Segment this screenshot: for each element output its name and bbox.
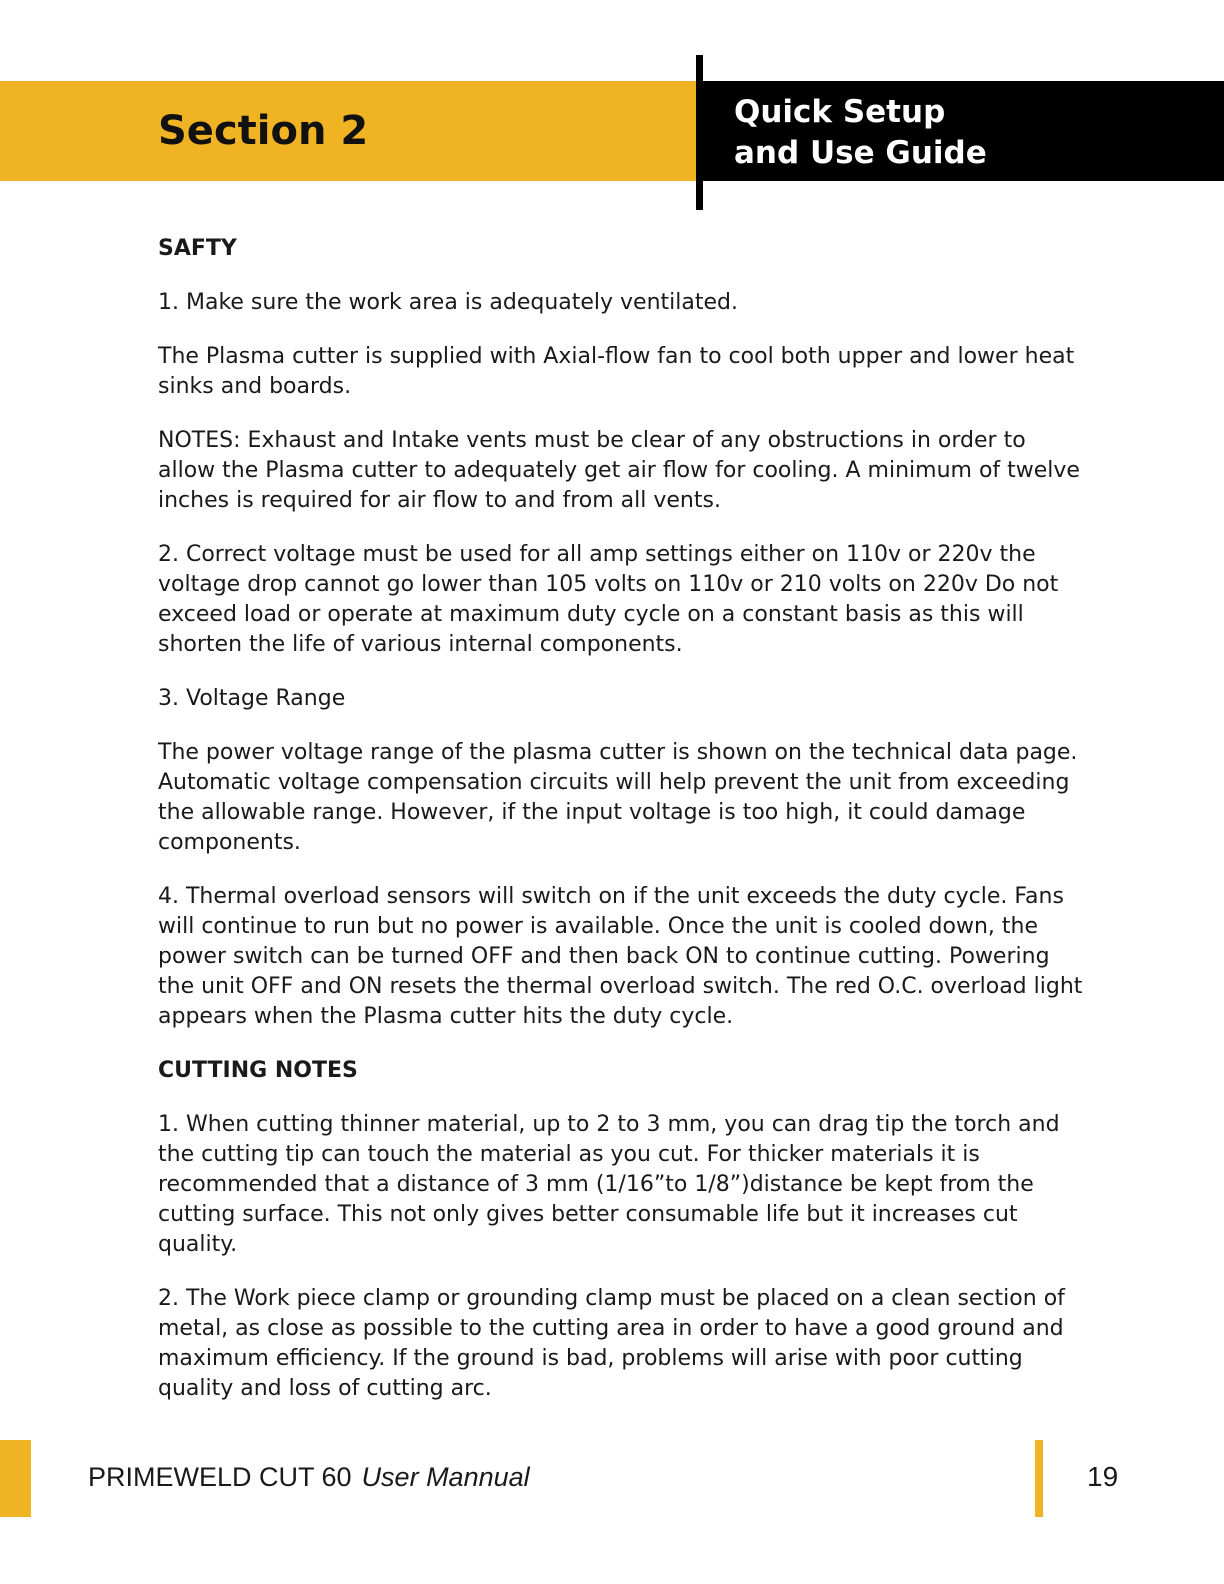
cutting-notes-heading: CUTTING NOTES xyxy=(158,1058,358,1083)
safety-item-ventilation: 1. Make sure the work area is adequately ventilated. xyxy=(158,290,738,315)
safety-voltage-range-text: The power voltage range of the plasma cutter is shown on the technical data page. Automatic voltage compensation circuits will help prevent the unit from exceeding the allowable range. However, if the input voltage is too high, it could damage components. xyxy=(158,740,1078,855)
footer-title xyxy=(88,1460,530,1494)
safety-item-voltage-range: 3. Voltage Range xyxy=(158,686,346,711)
safety-item-voltage: 2. Correct voltage must be used for all amp settings either on 110v or 220v the voltage drop cannot go lower than 105 volts on 110v or 210 volts on 220v Do not exceed load or operate at maximum duty cycle on a constant basis as this will shorten the life of various internal components. xyxy=(158,542,1059,657)
footer-accent-right xyxy=(1035,1440,1043,1517)
page-content xyxy=(158,234,1088,1428)
cutting-note-ground-clamp: 2. The Work piece clamp or grounding clamp must be placed on a clean section of metal, as close as possible to the cutting area in order to have a good ground and maximum efficiency. If the ground is bad, problems will arise with poor cutting quality and loss of cutting arc. xyxy=(158,1286,1065,1401)
footer-product-name: PRIMEWELD CUT 60 xyxy=(88,1462,352,1492)
safety-vents-note: NOTES: Exhaust and Intake vents must be clear of any obstructions in order to allow the Plasma cutter to adequately get air flow for cooling. A minimum of twelve inches is required for air flow to and from all vents. xyxy=(158,428,1080,513)
safety-heading: SAFTY xyxy=(158,236,237,261)
cutting-note-thin-material: 1. When cutting thinner material, up to 2 to 3 mm, you can drag tip the torch and the cutting tip can touch the material as you cut. For thicker materials it is recommended that a distance of 3 mm (1/16”to 1/8”)distance be kept from the cutting surface. This not only gives better consumable life but it increases cut quality. xyxy=(158,1112,1060,1257)
guide-title xyxy=(734,92,987,174)
footer-manual-label: User Mannual xyxy=(361,1462,530,1492)
guide-title-line2: and Use Guide xyxy=(734,135,987,171)
header-divider xyxy=(696,55,703,210)
section-title: Section 2 xyxy=(158,108,369,154)
page-number: 19 xyxy=(1087,1461,1119,1492)
footer-accent-left xyxy=(0,1440,31,1517)
safety-item-thermal-overload: 4. Thermal overload sensors will switch on if the unit exceeds the duty cycle. Fans will continue to run but no power is available. Once the unit is cooled down, the power switch can be turned OFF and then back ON to continue cutting. Powering the unit OFF and ON resets the thermal overload switch. The red O.C. overload light appears when the Plasma cutter hits the duty cycle. xyxy=(158,884,1083,1029)
safety-fan-note: The Plasma cutter is supplied with Axial-flow fan to cool both upper and lower heat sinks and boards. xyxy=(158,344,1075,399)
guide-title-line1: Quick Setup xyxy=(734,94,946,130)
